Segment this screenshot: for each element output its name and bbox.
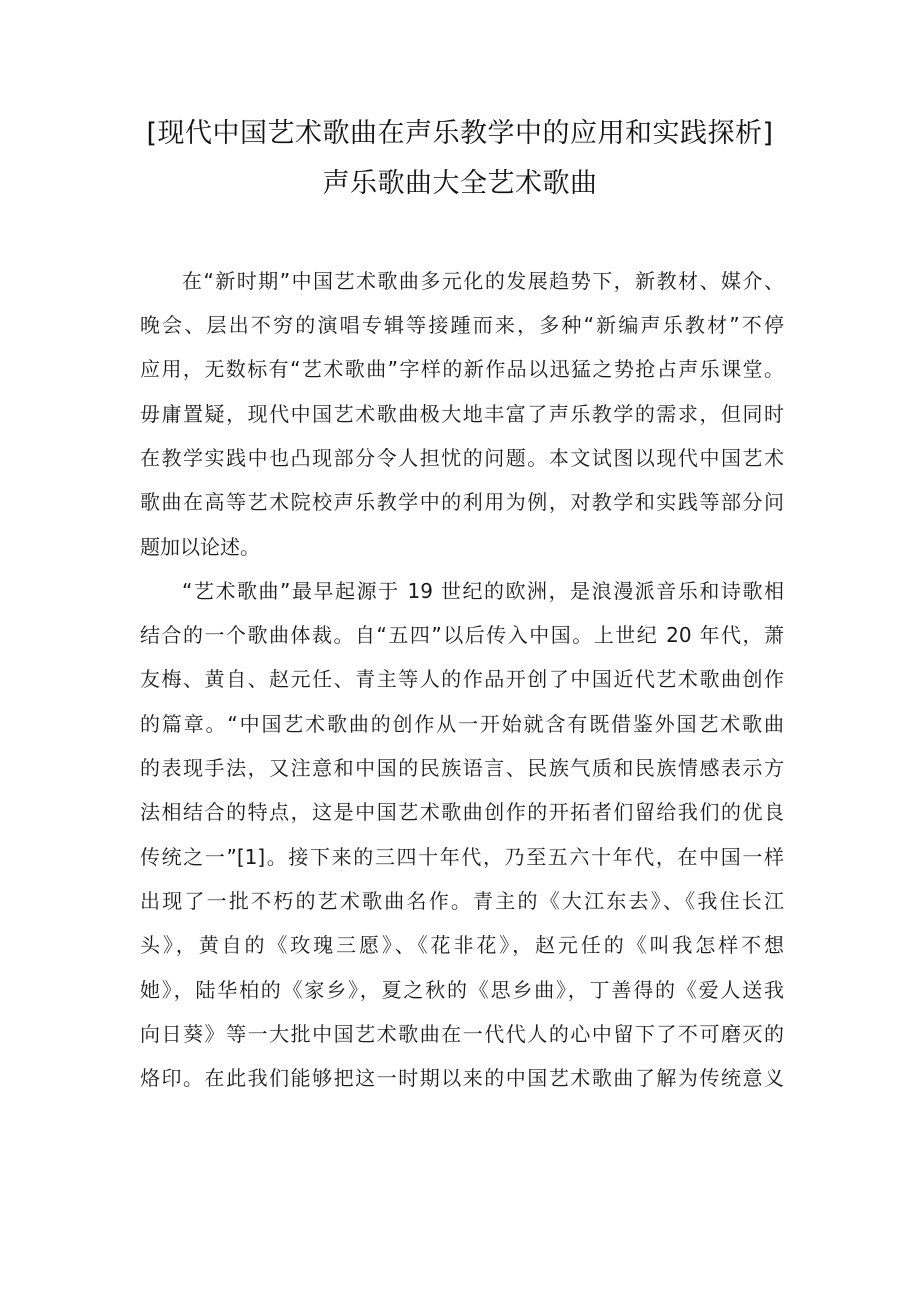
paragraph-2-line-7: 传统之一”[1]。接下来的三四十年代，乃至五六十年代，在中国一样	[140, 845, 784, 869]
paragraph-2-line-5: 的表现手法，又注意和中国的民族语言、民族气质和民族情感表示方	[140, 756, 784, 780]
paragraph-2-line-3: 友梅、黄自、赵元任、青主等人的作品开创了中国近代艺术歌曲创作	[140, 667, 784, 691]
document-title-line-1: [现代中国艺术歌曲在声乐教学中的应用和实践探析]	[146, 118, 774, 149]
paragraph-2-line-4: 的篇章。“中国艺术歌曲的创作从一开始就含有既借鉴外国艺术歌曲	[140, 712, 784, 736]
paragraph-2-line-8: 出现了一批不朽的艺术歌曲名作。青主的《大江东去》、《我住长江	[140, 889, 784, 913]
paragraph-1-line-4: 毋庸置疑，现代中国艺术歌曲极大地丰富了声乐教学的需求，但同时	[140, 402, 784, 426]
paragraph-2-line-6: 法相结合的特点，这是中国艺术歌曲创作的开拓者们留给我们的优良	[140, 800, 784, 824]
paragraph-2-line-1: “艺术歌曲”最早起源于 19 世纪的欧洲，是浪漫派音乐和诗歌相	[182, 579, 784, 603]
paragraph-2-line-9: 头》，黄自的《玫瑰三愿》、《花非花》，赵元任的《叫我怎样不想	[140, 933, 784, 957]
paragraph-2-line-12: 烙印。在此我们能够把这一时期以来的中国艺术歌曲了解为传统意义	[140, 1066, 784, 1090]
paragraph-1-line-3: 应用，无数标有“艺术歌曲”字样的新作品以迅猛之势抢占声乐课堂。	[140, 357, 784, 381]
paragraph-2-line-11: 向日葵》等一大批中国艺术歌曲在一代代人的心中留下了不可磨灭的	[140, 1022, 784, 1046]
paragraph-2-line-10: 她》，陆华柏的《家乡》，夏之秋的《思乡曲》，丁善得的《爱人送我	[140, 978, 784, 1002]
paragraph-1-line-1: 在“新时期”中国艺术歌曲多元化的发展趋势下，新教材、媒介、	[182, 269, 784, 293]
paragraph-1-line-6: 歌曲在高等艺术院校声乐教学中的利用为例，对教学和实践等部分问	[140, 490, 784, 514]
paragraph-1-line-7: 题加以论述。	[140, 535, 260, 559]
paragraph-1-line-2: 晚会、层出不穷的演唱专辑等接踵而来，多种“新编声乐教材”不停	[140, 313, 784, 337]
paragraph-2-line-2: 结合的一个歌曲体裁。自“五四”以后传入中国。上世纪 20 年代，萧	[140, 623, 784, 647]
document-title-line-2: 声乐歌曲大全艺术歌曲	[322, 168, 598, 199]
paragraph-1-line-5: 在教学实践中也凸现部分令人担忧的问题。本文试图以现代中国艺术	[140, 446, 784, 470]
